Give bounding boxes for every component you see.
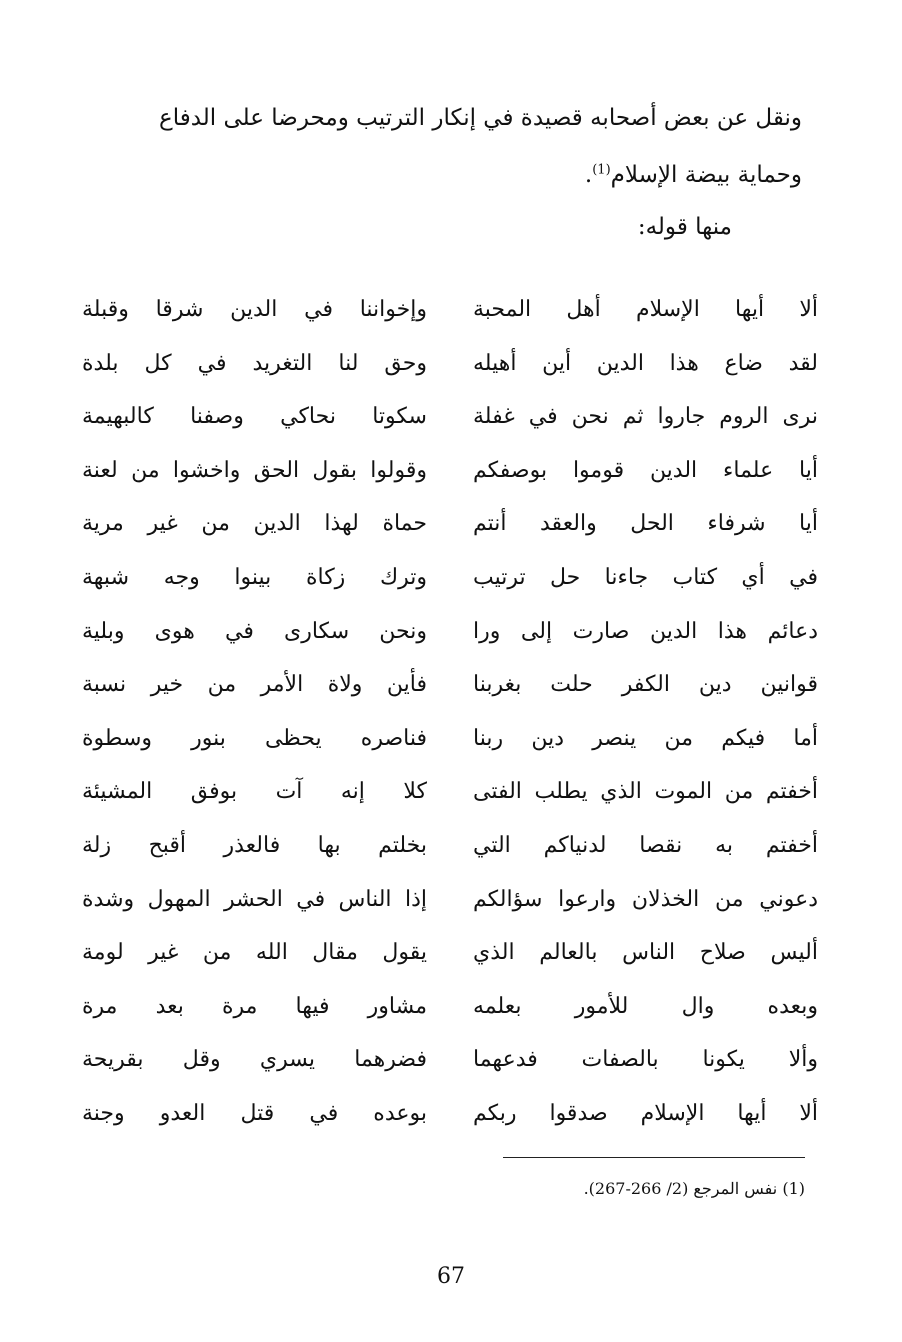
hemistich-first: وبعده وال للأمور بعلمه <box>473 993 818 1019</box>
hemistich-second: بخلتم بها فالعذر أقبح زلة <box>82 832 427 858</box>
hemistich-second: وقولوا بقول الحق واخشوا من لعنة <box>82 457 427 483</box>
hemistich-second: إذا الناس في الحشر المهول وشدة <box>82 886 427 912</box>
hemistich-second: فناصره يحظى بنور وسطوة <box>82 725 427 751</box>
intro-line-2 <box>585 162 802 188</box>
hemistich-first: ألا أيها الإسلام أهل المحبة <box>473 297 818 322</box>
hemistich-first: أيا علماء الدين قوموا بوصفكم <box>473 457 818 483</box>
hemistich-second: سكوتا نحاكي وصفنا كالبهيمة <box>82 404 427 430</box>
hemistich-second: وترك زكاة بينوا وجه شبهة <box>82 564 427 590</box>
hemistich-first: دعائم هذا الدين صارت إلى ورا <box>473 618 818 644</box>
poem-second-hemistichs <box>82 288 427 1146</box>
footnote-separator <box>503 1157 805 1158</box>
hemistich-first: وألا يكونا بالصفات فدعهما <box>473 1047 818 1073</box>
hemistich-first: قوانين دين الكفر حلت بغربنا <box>473 672 818 698</box>
hemistich-second: ونحن سكارى في هوى وبلية <box>82 618 427 644</box>
hemistich-second: مشاور فيها مرة بعد مرة <box>82 993 427 1019</box>
footnote: (1) نفس المرجع (2/ 266-267). <box>583 1179 805 1198</box>
hemistich-first: نرى الروم جاروا ثم نحن في غفلة <box>473 404 818 430</box>
intro-line-2-end: . <box>584 161 593 188</box>
hemistich-first: أيا شرفاء الحل والعقد أنتم <box>473 511 818 537</box>
hemistich-second: وحق لنا التغريد في كل بلدة <box>82 350 427 376</box>
hemistich-first: دعوني من الخذلان وارعوا سؤالكم <box>473 886 818 912</box>
hemistich-second: بوعده في قتل العدو وجنة <box>82 1100 427 1126</box>
hemistich-second: فأين ولاة الأمر من خير نسبة <box>82 672 427 698</box>
hemistich-second: كلا إنه آت بوفق المشيئة <box>82 779 427 805</box>
hemistich-second: وإخواننا في الدين شرقا وقبلة <box>82 297 427 322</box>
hemistich-second: فضرهما يسري وقل بقريحة <box>82 1047 427 1073</box>
hemistich-first: لقد ضاع هذا الدين أين أهيله <box>473 350 818 376</box>
hemistich-second: يقول مقال الله من غير لومة <box>82 940 427 966</box>
hemistich-first: في أي كتاب جاءنا حل ترتيب <box>473 564 818 590</box>
hemistich-first: أخفتم من الموت الذي يطلب الفتى <box>473 779 818 805</box>
poem-lead-in: منها قوله: <box>637 214 732 240</box>
intro-line-2-text: وحماية بيضة الإسلام <box>610 161 802 188</box>
intro-paragraph <box>92 92 802 201</box>
hemistich-first: أليس صلاح الناس بالعالم الذي <box>473 940 818 966</box>
page-number: 67 <box>437 1264 465 1289</box>
hemistich-first: ألا أيها الإسلام صدقوا ربكم <box>473 1100 818 1126</box>
hemistich-second: حماة لهذا الدين من غير مرية <box>82 511 427 537</box>
footnote-marker[interactable]: (1) <box>592 162 611 177</box>
hemistich-first: أما فيكم من ينصر دين ربنا <box>473 725 818 751</box>
intro-line-1: ونقل عن بعض أصحابه قصيدة في إنكار الترتيب ومحرضا على الدفاع <box>158 105 802 131</box>
poem-first-hemistichs <box>473 288 818 1146</box>
hemistich-first: أخفتم به نقصا لدنياكم التي <box>473 832 818 858</box>
